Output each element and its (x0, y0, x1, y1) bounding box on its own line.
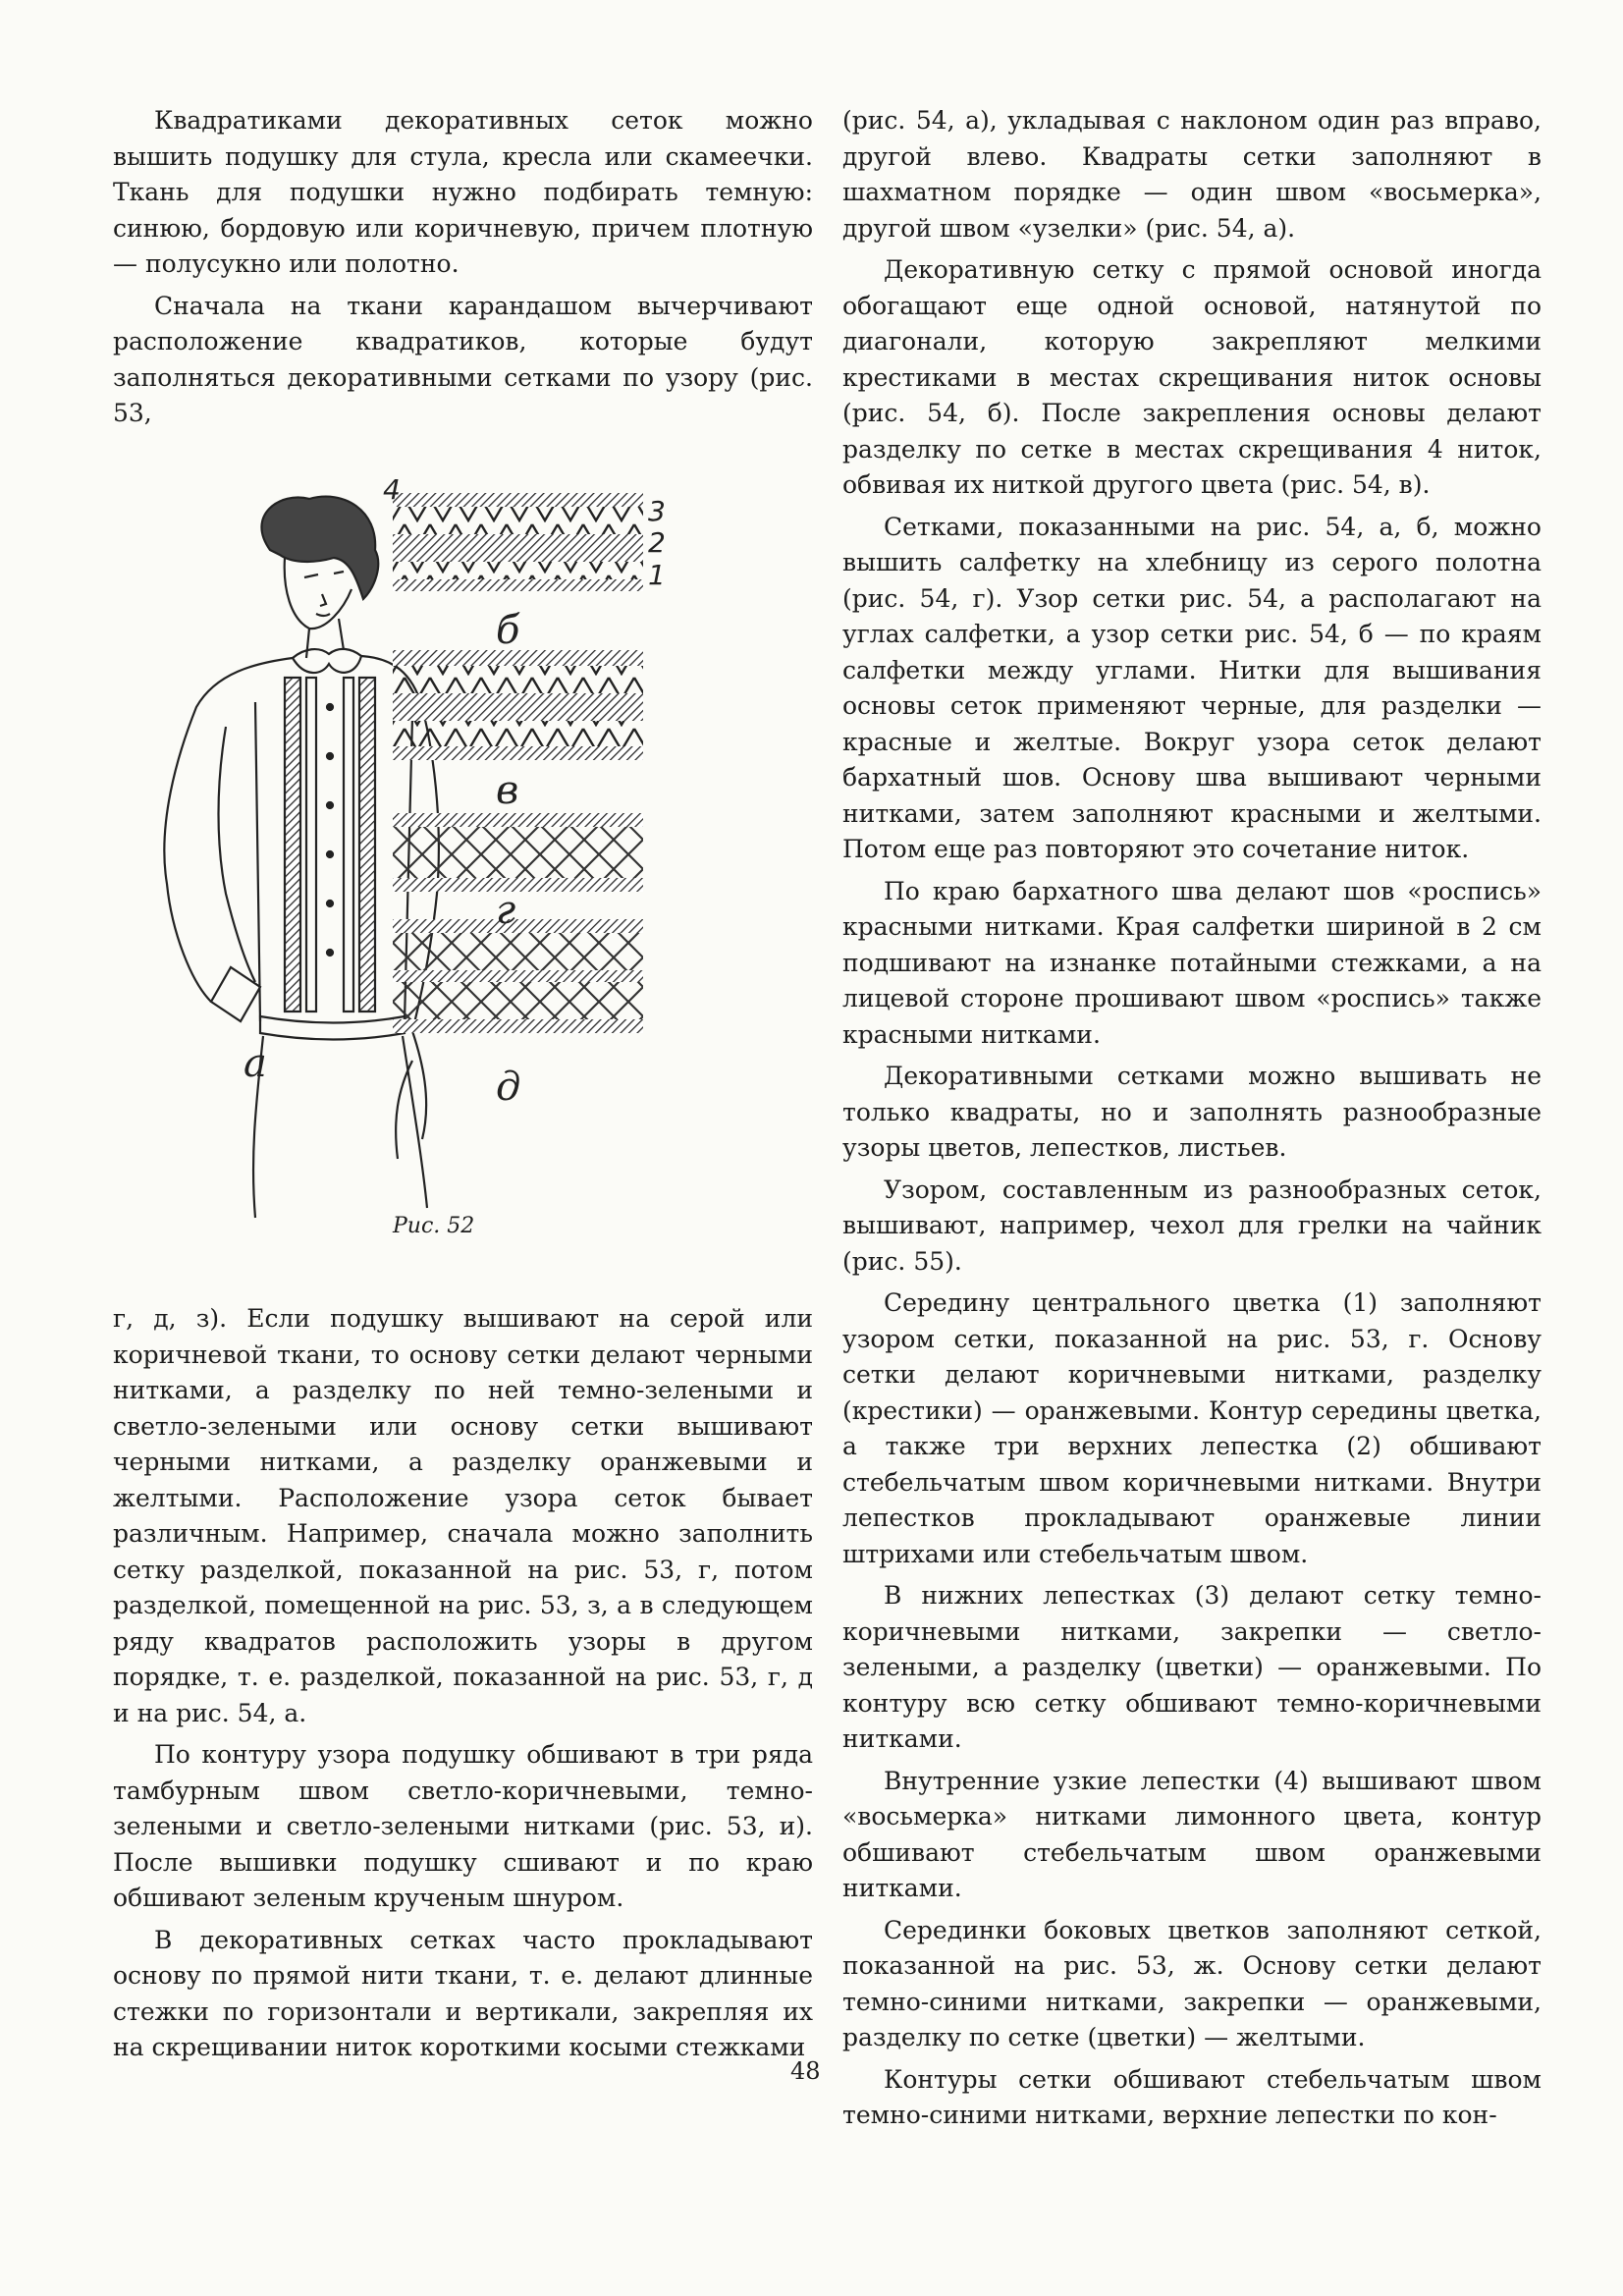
paragraph: Декоративными сетками можно вышивать не только квадраты, но и заполнять разнообразные узоры цветов, лепестков, листьев. (842, 1062, 1542, 1162)
figure-label-3: 3 (648, 495, 666, 527)
band-v (393, 650, 643, 760)
band-b (393, 493, 643, 591)
paragraph: Узором, составленным из разнообразных сеток, вышивают, например, чехол для грелки на чайник (рис. 55). (842, 1175, 1542, 1276)
paragraph: (рис. 54, а), укладывая с наклоном один раз вправо, другой влево. Квадраты сетки заполняют в шахматном порядке — один швом «восьмерка», другой швом «узелки» (рис. 54, а). (842, 106, 1542, 243)
text-column-left-top (113, 103, 813, 438)
figure-illustration (98, 471, 825, 1267)
paragraph: В нижних лепестках (3) делают сетку темно-коричневыми нитками, закрепки — светло-зелеными, а разделку (цветки) — оранжевыми. По контуру всю сетку обшивают темно-коричневыми нитками. (842, 1581, 1542, 1753)
figure-label-d: д (496, 1065, 521, 1110)
figure-label-4: 4 (383, 473, 401, 506)
figure-caption: Рис. 52 (393, 1214, 475, 1238)
text-column-right (842, 103, 1542, 2140)
figure-label-b: б (496, 608, 520, 653)
band-g (393, 813, 643, 892)
band-d (393, 919, 643, 1033)
paragraph: Контуры сетки обшивают стебельчатым швом темно-синими нитками, верхние лепестки по кон- (842, 2064, 1542, 2129)
paragraph: Декоративную сетку с прямой основой иногда обогащают еще одной основой, натянутой по диагонали, которую закрепляют мелкими крестиками в местах скрещивания ниток основы (рис. 54, б). После закрепления основы делают разделку по сетке в местах скрещивания 4 ниток, обвивая их ниткой другого цвета (рис. 54, в). (842, 255, 1542, 499)
figure-52 (98, 471, 825, 1267)
page-number: 48 (790, 2057, 821, 2085)
paragraph: Середину центрального цветка (1) заполняют узором сетки, показанной на рис. 53, г. Основу сетки делают коричневыми нитками, разделку (крестики) — оранжевыми. Контур середины цветка, а также три верхних лепестка (2) обшивают стебельчатым швом коричневыми нитками. Внутри лепестков прокладывают оранжевые линии штрихами или стебельчатым швом. (842, 1288, 1542, 1568)
paragraph: В декоративных сетках часто прокладывают основу по прямой нити ткани, т. е. делают длинные стежки по горизонтали и вертикали, закрепляя их на скрещивании ниток короткими косыми стежками (113, 1925, 813, 2061)
paragraph: Сначала на ткани карандашом вычерчивают расположение квадратиков, которые будут заполняться декоративными сетками по узору (рис. 53, (113, 291, 813, 427)
paragraph: г, д, з). Если подушку вышивают на серой или коричневой ткани, то основу сетки делают черными нитками, а разделку по ней темно-зелеными и светло-зелеными или основу сетки вышивают черными нитками, а разделку оранжевыми и желтыми. Расположение узора сеток бывает различным. Например, сначала можно заполнить сетку разделкой, показанной на рис. 53, г, потом разделкой, помещенной на рис. 53, з, а в следующем ряду квадратов расположить узоры в другом порядке, т. е. разделкой, показанной на рис. 53, г, д и на рис. 54, а. (113, 1304, 813, 1727)
paragraph: Сетками, показанными на рис. 54, а, б, можно вышить салфетку на хлебницу из серого полотна (рис. 54, г). Узор сетки рис. 54, а располагают на углах салфетки, а узор сетки рис. 54, б — по краям салфетки между углами. Нитки для вышивания основы сеток применяют черные, для разделки — красные и желтые. Вокруг узора сеток делают бархатный шов. Основу шва вышивают черными нитками, затем заполняют красными и желтыми. Потом еще раз повторяют это сочетание ниток. (842, 512, 1542, 863)
paragraph: Серединки боковых цветков заполняют сеткой, показанной на рис. 53, ж. Основу сетки делают темно-синими нитками, закрепки — оранжевыми, разделку по сетке (цветки) — желтыми. (842, 1915, 1542, 2051)
paragraph: Внутренние узкие лепестки (4) вышивают швом «восьмерка» нитками лимонного цвета, контур обшивают стебельчатым швом оранжевыми нитками. (842, 1766, 1542, 1902)
figure-label-v: в (496, 768, 519, 813)
paragraph: По краю бархатного шва делают шов «роспись» красными нитками. Края салфетки шириной в 2 см подшивают на изнанке потайными стежками, а на лицевой стороне прошивают швом «роспись» также красными нитками. (842, 876, 1542, 1049)
figure-label-2: 2 (648, 526, 666, 559)
text-column-left-bottom (113, 1301, 813, 2072)
paragraph: Квадратиками декоративных сеток можно вышить подушку для стула, кресла или скамеечки. Ткань для подушки нужно подбирать темную: синюю, бордовую или коричневую, причем плотную — полусукно или полотно. (113, 106, 813, 278)
figure-label-g: г (496, 888, 516, 933)
figure-label-1: 1 (648, 559, 666, 591)
paragraph: По контуру узора подушку обшивают в три ряда тамбурным швом светло-коричневыми, темно-зелеными и светло-зелеными нитками (рис. 53, и). После вышивки подушку сшивают и по краю обшивают зеленым крученым шнуром. (113, 1740, 813, 1912)
figure-label-a: а (243, 1041, 267, 1086)
